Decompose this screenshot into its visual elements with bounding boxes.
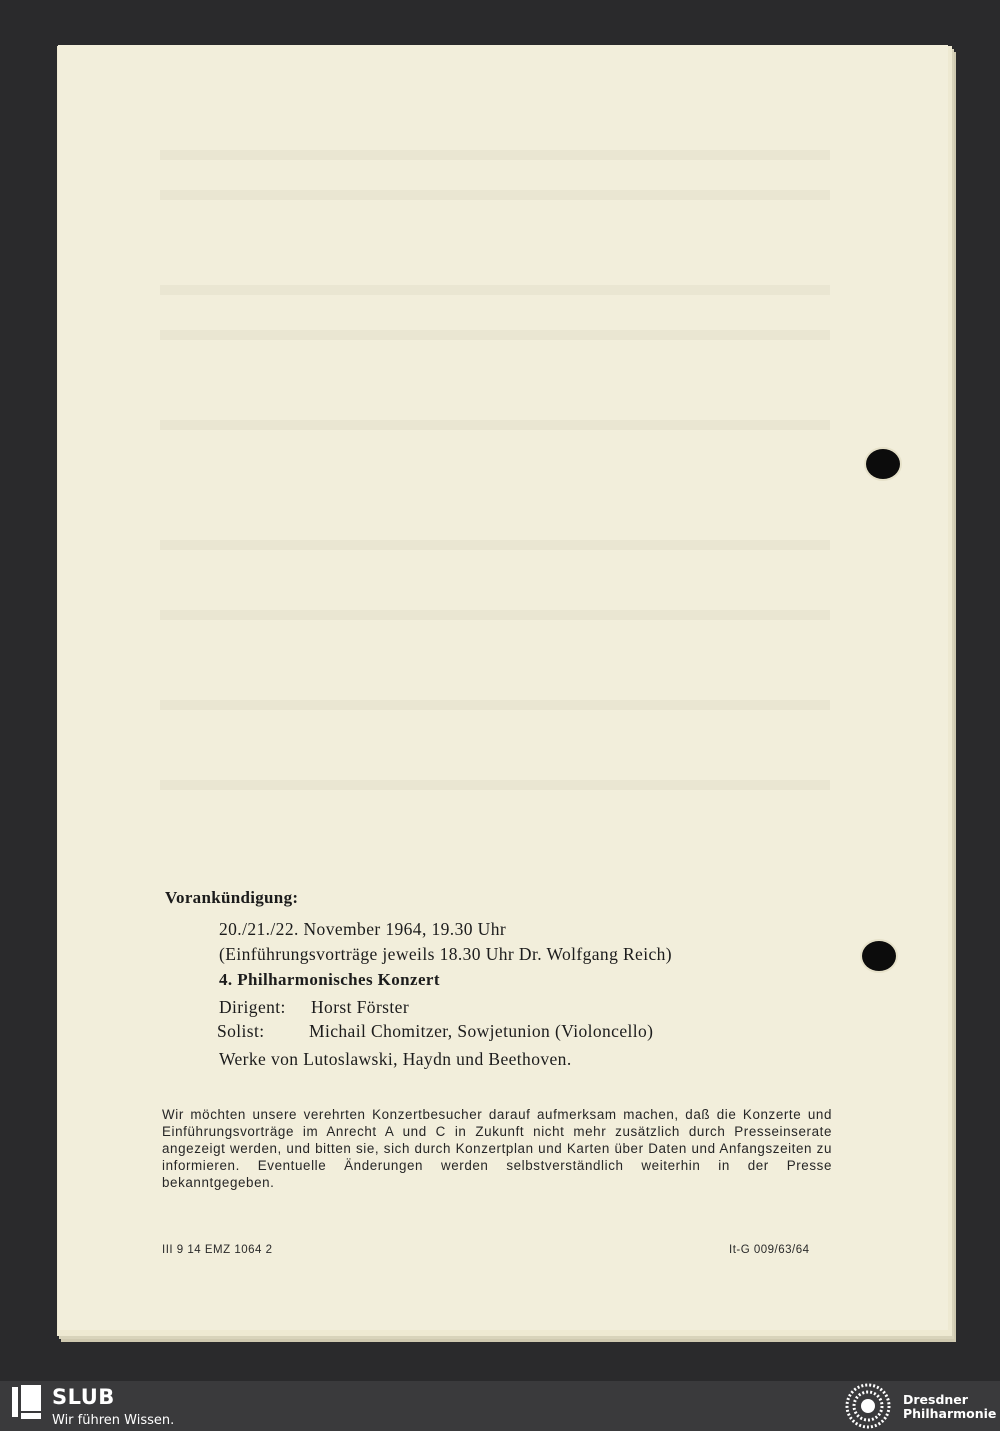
show-through — [160, 150, 830, 160]
show-through — [160, 285, 830, 295]
announcement-title: Vorankündigung: — [165, 888, 299, 907]
works-line: Werke von Lutoslawski, Haydn und Beethoven. — [219, 1049, 572, 1069]
soloist-line — [217, 1021, 653, 1042]
philharmonie-logo-icon[interactable] — [842, 1383, 894, 1429]
concert-date: 20./21./22. November 1964, 19.30 Uhr — [219, 919, 507, 939]
slub-name[interactable]: SLUB — [52, 1385, 115, 1409]
notice-paragraph: Wir möchten unsere verehrten Konzertbesucher darauf aufmerksam machen, daß die Konzerte und Einführungsvorträge im Anrecht A und C in Zukunft nicht mehr zusätzlich durch Presseinserate angezeigt werden, und bitten sie, sich durch Konzertplan und Karten über Daten und Anfangszeiten zu informieren. Eventuelle Änderungen werden selbstverständlich weiterhin in der Presse bekanntgegeben. — [162, 1107, 832, 1190]
punch-hole-upper — [866, 449, 900, 479]
concert-name: 4. Philharmonisches Konzert — [219, 970, 440, 989]
show-through — [160, 780, 830, 790]
show-through — [160, 700, 830, 710]
partner-line-2: Philharmonie — [903, 1406, 997, 1421]
partner-name[interactable] — [903, 1393, 996, 1421]
conductor-name: Horst Förster — [311, 997, 410, 1017]
intro-talks-note: (Einführungsvorträge jeweils 18.30 Uhr Dr. Wolfgang Reich) — [219, 944, 673, 964]
license-code: It-G 009/63/64 — [729, 1244, 810, 1256]
show-through — [160, 330, 830, 340]
partner-line-1: Dresdner — [903, 1392, 968, 1407]
slub-logo-icon[interactable] — [12, 1385, 42, 1419]
soloist-name: Michail Chomitzer, Sowjetunion (Violoncello) — [309, 1021, 654, 1041]
punch-hole-lower — [862, 941, 896, 971]
soloist-label: Solist: — [217, 1021, 265, 1041]
slub-tagline: Wir führen Wissen. — [52, 1413, 175, 1428]
show-through — [160, 190, 830, 200]
conductor-line — [219, 997, 409, 1018]
show-through — [160, 610, 830, 620]
show-through — [160, 420, 830, 430]
print-code: III 9 14 EMZ 1064 2 — [162, 1244, 273, 1256]
show-through — [160, 540, 830, 550]
conductor-label: Dirigent: — [219, 997, 286, 1017]
